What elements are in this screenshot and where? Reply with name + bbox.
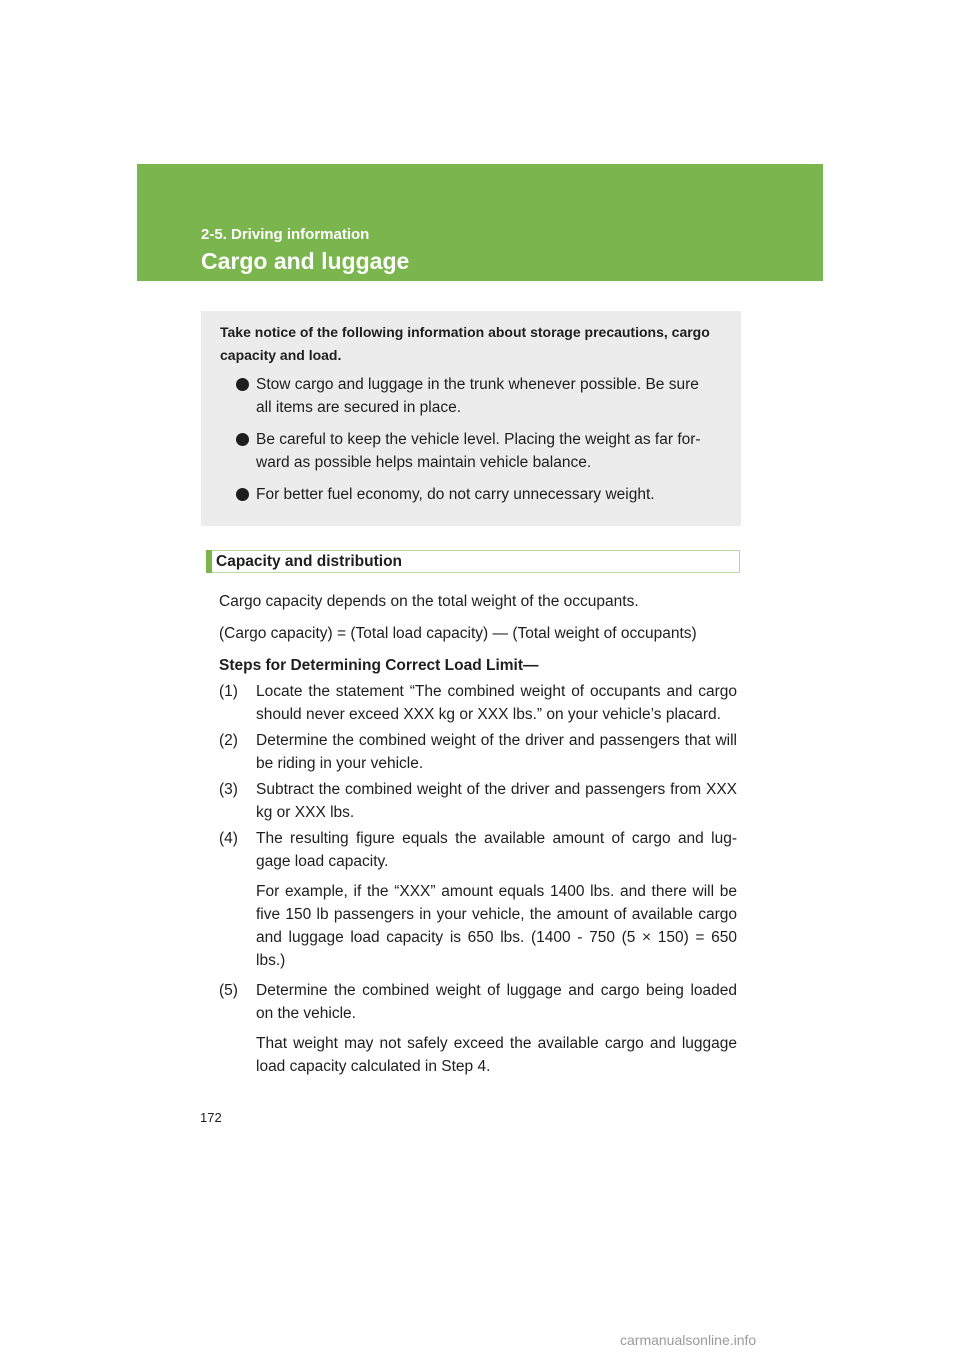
bullet-dot-icon bbox=[236, 378, 249, 391]
step-item bbox=[219, 778, 737, 824]
steps-list bbox=[219, 680, 737, 1078]
page-title: Cargo and luggage bbox=[201, 248, 410, 274]
intro-bullet bbox=[236, 428, 718, 474]
step-text: Determine the combined weight of luggage and cargo being loaded on the vehicle. bbox=[256, 982, 737, 1022]
intro-bullets bbox=[220, 373, 722, 506]
bullet-text: For better fuel economy, do not carry unnecessary weight. bbox=[256, 486, 655, 503]
step-number: (5) bbox=[219, 982, 238, 999]
capacity-heading-text: Capacity and distribution bbox=[216, 553, 403, 570]
step-text: Determine the combined weight of the driver and passengers that will be riding in your vehicle. bbox=[256, 732, 737, 772]
step-number: (2) bbox=[219, 732, 238, 749]
step-item bbox=[219, 827, 737, 972]
capacity-paragraph: Cargo capacity depends on the total weight of the occupants. bbox=[219, 593, 639, 610]
bullet-dot-icon bbox=[236, 488, 249, 501]
step-text: Subtract the combined weight of the driver and passengers from XXX kg or XXX lbs. bbox=[256, 781, 737, 821]
bullet-dot-icon bbox=[236, 433, 249, 446]
intro-bullet bbox=[236, 483, 718, 506]
step-item bbox=[219, 979, 737, 1078]
section-label: 2-5. Driving information bbox=[201, 226, 370, 243]
capacity-heading bbox=[206, 550, 740, 573]
intro-bullet bbox=[236, 373, 718, 419]
intro-text: Take notice of the following information about storage precautions, cargo capacity and load. bbox=[220, 324, 710, 363]
bullet-text: Stow cargo and luggage in the trunk whenever possible. Be sure all items are secured in place. bbox=[256, 376, 699, 416]
step-note: That weight may not safely exceed the available cargo and luggage load capacity calculated in Step 4. bbox=[256, 1035, 737, 1075]
watermark: carmanualsonline.info bbox=[620, 1332, 757, 1348]
step-number: (3) bbox=[219, 781, 238, 798]
step-note: For example, if the “XXX” amount equals 1400 lbs. and there will be five 150 lb passengers in your vehicle, the amount of available cargo and luggage load capacity is 650 lbs. (1400 - 750 (5 × 150) = 650 lbs.) bbox=[256, 883, 737, 969]
capacity-body bbox=[219, 590, 737, 1085]
header-band bbox=[137, 164, 823, 281]
page-number: 172 bbox=[200, 1110, 222, 1125]
steps-heading: Steps for Determining Correct Load Limit— bbox=[219, 657, 539, 674]
step-text: The resulting figure equals the available amount of cargo and lug-gage load capacity. bbox=[256, 830, 737, 870]
step-item bbox=[219, 729, 737, 775]
heading-accent-bar bbox=[206, 550, 212, 573]
capacity-formula: (Cargo capacity) = (Total load capacity) — (Total weight of occupants) bbox=[219, 625, 697, 642]
bullet-text: Be careful to keep the vehicle level. Placing the weight as far for-ward as possible helps maintain vehicle balance. bbox=[256, 431, 701, 471]
step-number: (4) bbox=[219, 830, 238, 847]
intro-box bbox=[201, 311, 741, 526]
step-text: Locate the statement “The combined weight of occupants and cargo should never exceed XXX kg or XXX lbs.” on your vehicle’s placard. bbox=[256, 683, 737, 723]
step-number: (1) bbox=[219, 683, 238, 700]
step-item bbox=[219, 680, 737, 726]
